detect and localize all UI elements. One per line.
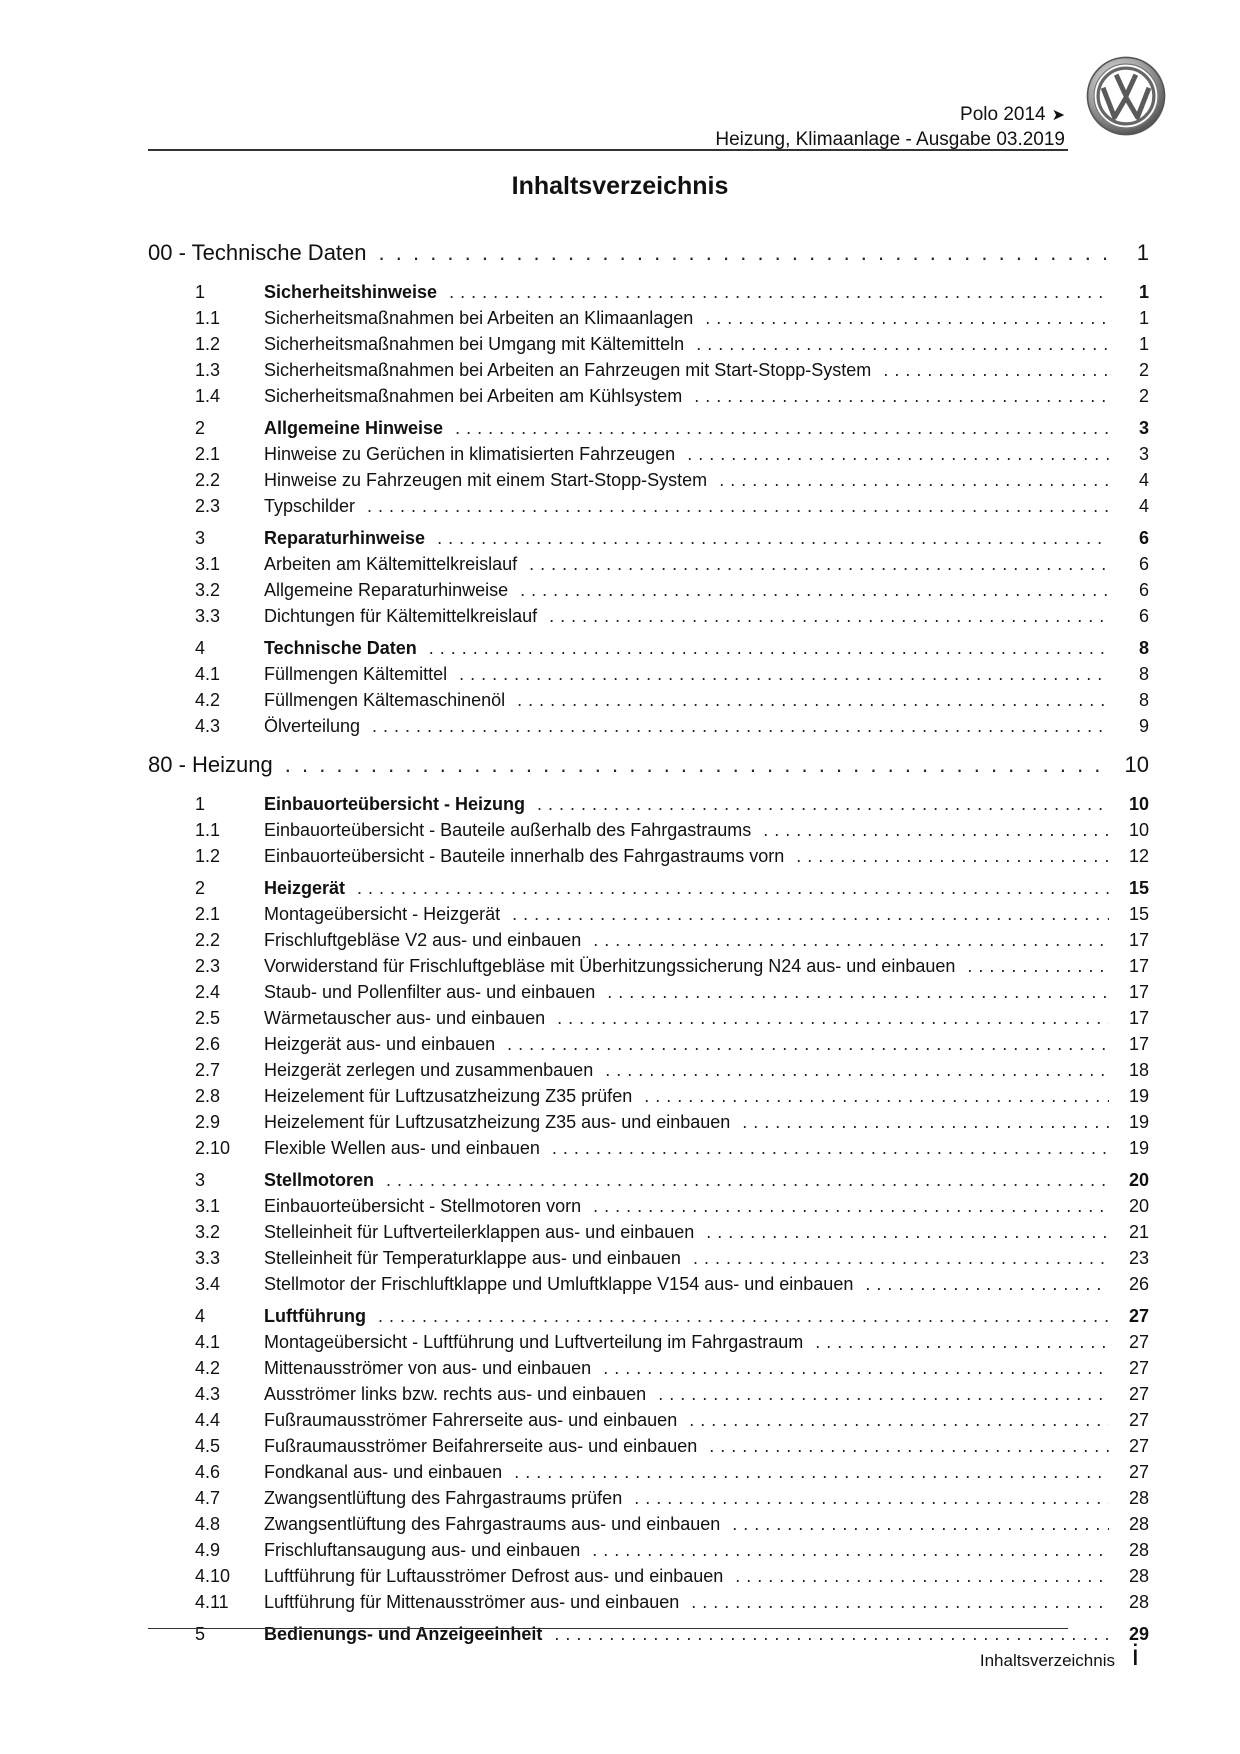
toc-item[interactable] [148,1410,1149,1436]
toc-item[interactable] [148,496,1149,522]
toc-item-page: 27 [1128,1436,1149,1456]
toc-dot-leader [372,716,1109,737]
toc-dot-leader [529,554,1109,575]
toc-item-number: 3.2 [195,580,221,600]
toc-chapter[interactable] [148,752,1149,788]
toc-section-page: 10 [1128,794,1149,814]
toc-item-page: 6 [1138,606,1149,626]
toc-item[interactable] [148,1086,1149,1112]
toc-section-title: Luftführung [264,1306,366,1326]
toc-item[interactable] [148,956,1149,982]
toc-section-number: 1 [195,794,206,814]
toc-item-number: 2.3 [195,496,221,516]
header [715,103,1065,152]
toc-item[interactable] [148,1358,1149,1384]
toc-item-page: 20 [1128,1196,1149,1216]
toc-item-title: Ausströmer links bzw. rechts aus- und einbauen [264,1384,647,1404]
toc-section-title: Sicherheitshinweise [264,282,438,302]
toc-item-title: Hinweise zu Fahrzeugen mit einem Start-Stopp-System [264,470,708,490]
toc-item-number: 3.3 [195,606,221,626]
toc-dot-leader [549,606,1109,627]
toc-dot-leader [520,580,1109,601]
toc-item-number: 3.2 [195,1222,221,1242]
toc-item-page: 17 [1128,956,1149,976]
toc-item-page: 21 [1128,1222,1149,1242]
toc-item-number: 4.2 [195,1358,221,1378]
toc-item-number: 2.1 [195,444,221,464]
toc-item-number: 4.5 [195,1436,221,1456]
toc-item-number: 4.7 [195,1488,221,1508]
toc-item-page: 10 [1128,820,1149,840]
toc-item[interactable] [148,904,1149,930]
toc-item-title: Einbauorteübersicht - Bauteile außerhalb des Fahrgastraums [264,820,752,840]
toc-dot-leader [742,1112,1109,1133]
toc-dot-leader [687,444,1109,465]
toc-section-number: 3 [195,1170,206,1190]
toc-item-number: 2.4 [195,982,221,1002]
toc-dot-leader [732,1514,1109,1535]
toc-item-title: Stelleinheit für Temperaturklappe aus- und einbauen [264,1248,681,1268]
toc-item[interactable] [148,1436,1149,1462]
toc-item-title: Füllmengen Kältemaschinenöl [264,690,506,710]
toc-dot-leader [593,1196,1109,1217]
toc-dot-leader [449,282,1109,303]
toc-section-title: Allgemeine Hinweise [264,418,444,438]
toc-item-title: Mittenausströmer von aus- und einbauen [264,1358,592,1378]
toc-dot-leader [883,360,1109,381]
toc-item-number: 4.8 [195,1514,221,1534]
toc-dot-leader [735,1566,1109,1587]
toc-item-title: Montageübersicht - Heizgerät [264,904,501,924]
toc-item-title: Vorwiderstand für Frischluftgebläse mit Überhitzungssicherung N24 aus- und einbauen [264,956,956,976]
toc-item-page: 27 [1128,1410,1149,1430]
toc-item-title: Sicherheitsmaßnahmen bei Arbeiten an Fahrzeugen mit Start-Stopp-System [264,360,872,380]
toc-item-number: 2.2 [195,930,221,950]
toc-dot-leader [378,1306,1109,1327]
toc-item-page: 23 [1128,1248,1149,1268]
toc-dot-leader [691,1592,1109,1613]
toc-item-title: Montageübersicht - Luftführung und Luftverteilung im Fahrgastraum [264,1332,804,1352]
toc-section-page: 8 [1138,638,1149,658]
toc-item[interactable] [148,1566,1149,1592]
toc-item-page: 4 [1138,470,1149,490]
toc-item[interactable] [148,982,1149,1008]
toc-item-page: 19 [1128,1138,1149,1158]
toc-item[interactable] [148,360,1149,386]
toc-item-title: Fondkanal aus- und einbauen [264,1462,503,1482]
toc-dot-leader [706,1222,1109,1243]
toc-item-page: 26 [1128,1274,1149,1294]
toc-item-page: 19 [1128,1112,1149,1132]
toc-item-page: 8 [1138,664,1149,684]
vw-logo-icon [1085,55,1167,137]
toc-item-page: 6 [1138,580,1149,600]
toc-section-page: 15 [1128,878,1149,898]
toc-dot-leader [507,1034,1109,1055]
toc-chapter-page: 10 [1124,752,1149,777]
toc-item-title: Frischluftgebläse V2 aus- und einbauen [264,930,582,950]
toc-item[interactable] [148,1112,1149,1138]
toc-dot-leader [285,752,1109,778]
toc-item-title: Heizgerät aus- und einbauen [264,1034,496,1054]
toc-chapter-label: 00 - Technische Daten [148,240,367,265]
toc-item-number: 4.3 [195,716,221,736]
toc-item[interactable] [148,1138,1149,1164]
toc-dot-leader [658,1384,1109,1405]
toc-section-page: 6 [1138,528,1149,548]
toc-item-number: 2.2 [195,470,221,490]
toc-item[interactable] [148,690,1149,716]
toc-dot-leader [709,1436,1109,1457]
footer-page-number: i [1132,1639,1139,1672]
toc-item-title: Arbeiten am Kältemittelkreislauf [264,554,518,574]
toc-chapter[interactable] [148,240,1149,276]
toc-item[interactable] [148,664,1149,690]
toc-item-page: 17 [1128,1034,1149,1054]
toc-item-title: Einbauorteübersicht - Bauteile innerhalb des Fahrgastraums vorn [264,846,785,866]
toc-dot-leader [379,240,1109,266]
toc-item[interactable] [148,1514,1149,1540]
toc-item-number: 1.4 [195,386,221,406]
toc-section-page: 20 [1128,1170,1149,1190]
footer-label: Inhaltsverzeichnis [979,1651,1115,1670]
toc-item-title: Typschilder [264,496,356,516]
toc-section[interactable] [148,1306,1149,1332]
toc-section-title: Technische Daten [264,638,417,658]
toc-item-title: Frischluftansaugung aus- und einbauen [264,1540,581,1560]
toc-item-title: Zwangsentlüftung des Fahrgastraums prüfen [264,1488,623,1508]
toc-item[interactable] [148,554,1149,580]
toc-item-page: 28 [1128,1488,1149,1508]
toc-item[interactable] [148,580,1149,606]
toc-dot-leader [815,1332,1109,1353]
toc-item-number: 3.1 [195,1196,221,1216]
toc-dot-leader [357,878,1109,899]
toc-item-page: 28 [1128,1514,1149,1534]
toc-dot-leader [437,528,1109,549]
toc-item-number: 1.2 [195,334,221,354]
toc-item-number: 4.9 [195,1540,221,1560]
toc-item[interactable] [148,1462,1149,1488]
toc-item-title: Heizelement für Luftzusatzheizung Z35 aus- und einbauen [264,1112,731,1132]
toc-item-title: Sicherheitsmaßnahmen bei Arbeiten an Klimaanlagen [264,308,694,328]
toc-dot-leader [689,1410,1109,1431]
toc-dot-leader [694,386,1109,407]
toc-item[interactable] [148,1592,1149,1618]
toc-item[interactable] [148,1332,1149,1358]
toc-section[interactable] [148,794,1149,820]
toc-item-title: Heizgerät zerlegen und zusammenbauen [264,1060,594,1080]
toc-item-page: 4 [1138,496,1149,516]
toc-item-page: 12 [1128,846,1149,866]
toc-item-number: 2.10 [195,1138,231,1158]
toc-item-number: 3.4 [195,1274,221,1294]
toc-item-title: Heizelement für Luftzusatzheizung Z35 prüfen [264,1086,633,1106]
toc-item-title: Flexible Wellen aus- und einbauen [264,1138,540,1158]
toc-dot-leader [514,1462,1109,1483]
toc-item[interactable] [148,308,1149,334]
toc-section[interactable] [148,282,1149,308]
toc-item[interactable] [148,334,1149,360]
toc-item-title: Stellmotor der Frischluftklappe und Umluftklappe V154 aus- und einbauen [264,1274,854,1294]
toc-item-title: Sicherheitsmaßnahmen bei Arbeiten am Kühlsystem [264,386,683,406]
toc-item-number: 2.9 [195,1112,221,1132]
toc-item-title: Luftführung für Luftausströmer Defrost aus- und einbauen [264,1566,724,1586]
toc-item-number: 2.5 [195,1008,221,1028]
toc-item[interactable] [148,716,1149,742]
toc-item-page: 2 [1138,386,1149,406]
toc-section-number: 5 [195,1624,206,1644]
toc-item-number: 4.6 [195,1462,221,1482]
toc-dot-leader [557,1008,1109,1029]
toc-item-page: 28 [1128,1540,1149,1560]
page-title: Inhaltsverzeichnis [511,172,729,200]
toc-item[interactable] [148,930,1149,956]
toc-item[interactable] [148,444,1149,470]
toc-dot-leader [386,1170,1109,1191]
toc-dot-leader [696,334,1109,355]
toc-item[interactable] [148,1274,1149,1300]
toc-dot-leader [644,1086,1109,1107]
toc-item-title: Einbauorteübersicht - Stellmotoren vorn [264,1196,582,1216]
toc-item-page: 1 [1138,334,1149,354]
toc-item-number: 2.3 [195,956,221,976]
toc-item-number: 1.3 [195,360,221,380]
footer-rule [148,1628,1068,1629]
toc-item-page: 19 [1128,1086,1149,1106]
toc-section[interactable] [148,638,1149,664]
toc-item-title: Fußraumausströmer Beifahrerseite aus- und einbauen [264,1436,698,1456]
toc-item-number: 4.3 [195,1384,221,1404]
toc-dot-leader [517,690,1109,711]
toc-item-number: 4.2 [195,690,221,710]
toc-item-number: 4.11 [195,1592,229,1612]
toc-item-number: 3.1 [195,554,221,574]
toc-dot-leader [763,820,1109,841]
toc-item-page: 28 [1128,1592,1149,1612]
toc-section-title: Einbauorteübersicht - Heizung [264,794,526,814]
toc-section-page: 3 [1138,418,1149,438]
toc-item-title: Zwangsentlüftung des Fahrgastraums aus- und einbauen [264,1514,721,1534]
toc-item-number: 2.6 [195,1034,221,1054]
toc-section-page: 27 [1128,1306,1149,1326]
toc-dot-leader [593,930,1109,951]
toc-dot-leader [552,1138,1109,1159]
toc-item-page: 27 [1128,1462,1149,1482]
toc-section-page: 29 [1128,1624,1149,1644]
toc-item-title: Allgemeine Reparaturhinweise [264,580,509,600]
toc-item[interactable] [148,470,1149,496]
toc-section-number: 3 [195,528,206,548]
toc-item-title: Stelleinheit für Luftverteilerklappen aus- und einbauen [264,1222,695,1242]
toc-item-page: 2 [1138,360,1149,380]
toc-dot-leader [367,496,1109,517]
toc-item-page: 18 [1128,1060,1149,1080]
toc-item-page: 27 [1128,1384,1149,1404]
toc-dot-leader [719,470,1109,491]
toc-item[interactable] [148,1034,1149,1060]
table-of-contents [148,240,1149,1650]
toc-item[interactable] [148,386,1149,412]
toc-item-page: 6 [1138,554,1149,574]
toc-item-number: 1.2 [195,846,221,866]
toc-section-number: 2 [195,418,206,438]
toc-section-title: Bedienungs- und Anzeigeeinheit [264,1624,543,1644]
toc-item-number: 2.8 [195,1086,221,1106]
toc-section-title: Stellmotoren [264,1170,375,1190]
toc-dot-leader [607,982,1109,1003]
toc-section-number: 4 [195,638,206,658]
toc-dot-leader [455,418,1109,439]
toc-section-number: 1 [195,282,206,302]
toc-item[interactable] [148,1540,1149,1566]
toc-item-title: Wärmetauscher aus- und einbauen [264,1008,546,1028]
toc-item-page: 27 [1128,1332,1149,1352]
toc-dot-leader [512,904,1109,925]
toc-item-page: 15 [1128,904,1149,924]
toc-item-page: 1 [1138,308,1149,328]
toc-item-page: 8 [1138,690,1149,710]
toc-item-number: 4.1 [195,664,221,684]
toc-item-title: Füllmengen Kältemittel [264,664,448,684]
toc-dot-leader [865,1274,1109,1295]
toc-section-page: 1 [1138,282,1149,302]
toc-item-title: Fußraumausströmer Fahrerseite aus- und einbauen [264,1410,678,1430]
toc-item-title: Staub- und Pollenfilter aus- und einbauen [264,982,596,1002]
toc-dot-leader [967,956,1109,977]
toc-dot-leader [603,1358,1109,1379]
toc-item[interactable] [148,1488,1149,1514]
toc-item[interactable] [148,1222,1149,1248]
toc-dot-leader [429,638,1109,659]
toc-item[interactable] [148,606,1149,632]
toc-item-number: 4.4 [195,1410,221,1430]
header-subtitle: Heizung, Klimaanlage - Ausgabe 03.2019 [715,129,1065,150]
toc-section[interactable] [148,1170,1149,1196]
toc-item-number: 2.1 [195,904,221,924]
toc-dot-leader [634,1488,1109,1509]
toc-item-title: Dichtungen für Kältemittelkreislauf [264,606,538,626]
toc-item-number: 1.1 [195,820,221,840]
toc-dot-leader [592,1540,1109,1561]
toc-item-number: 1.1 [195,308,221,328]
toc-item-number: 4.10 [195,1566,231,1586]
toc-section-number: 4 [195,1306,206,1326]
toc-dot-leader [537,794,1109,815]
toc-item[interactable] [148,820,1149,846]
toc-chapter-page: 1 [1136,240,1149,265]
header-model [715,103,1065,128]
arrow-right-icon: ➤ [1051,107,1065,124]
toc-section-number: 2 [195,878,206,898]
toc-dot-leader [605,1060,1109,1081]
toc-dot-leader [796,846,1109,867]
toc-item-title: Sicherheitsmaßnahmen bei Umgang mit Kältemitteln [264,334,685,354]
toc-item[interactable] [148,1248,1149,1274]
model-label: Polo 2014 [960,104,1046,125]
toc-section[interactable] [148,878,1149,904]
toc-item[interactable] [148,1060,1149,1086]
toc-item-page: 3 [1138,444,1149,464]
toc-dot-leader [459,664,1109,685]
toc-item-page: 17 [1128,982,1149,1002]
toc-item-page: 17 [1128,1008,1149,1028]
toc-item[interactable] [148,1384,1149,1410]
toc-item[interactable] [148,846,1149,872]
toc-item-title: Ölverteilung [264,716,361,736]
toc-item-page: 28 [1128,1566,1149,1586]
toc-item[interactable] [148,1196,1149,1222]
toc-chapter-label: 80 - Heizung [148,752,273,777]
toc-item-number: 3.3 [195,1248,221,1268]
toc-item-page: 9 [1138,716,1149,736]
toc-item-number: 4.1 [195,1332,221,1352]
toc-item-title: Hinweise zu Gerüchen in klimatisierten Fahrzeugen [264,444,676,464]
toc-section[interactable] [148,528,1149,554]
toc-item[interactable] [148,1008,1149,1034]
header-rule [148,149,1068,151]
toc-item-page: 17 [1128,930,1149,950]
toc-item-page: 27 [1128,1358,1149,1378]
toc-item-title: Luftführung für Mittenausströmer aus- und einbauen [264,1592,680,1612]
toc-section[interactable] [148,418,1149,444]
toc-section-title: Heizgerät [264,878,346,898]
toc-dot-leader [693,1248,1109,1269]
toc-section-title: Reparaturhinweise [264,528,426,548]
toc-item-number: 2.7 [195,1060,221,1080]
toc-dot-leader [705,308,1109,329]
